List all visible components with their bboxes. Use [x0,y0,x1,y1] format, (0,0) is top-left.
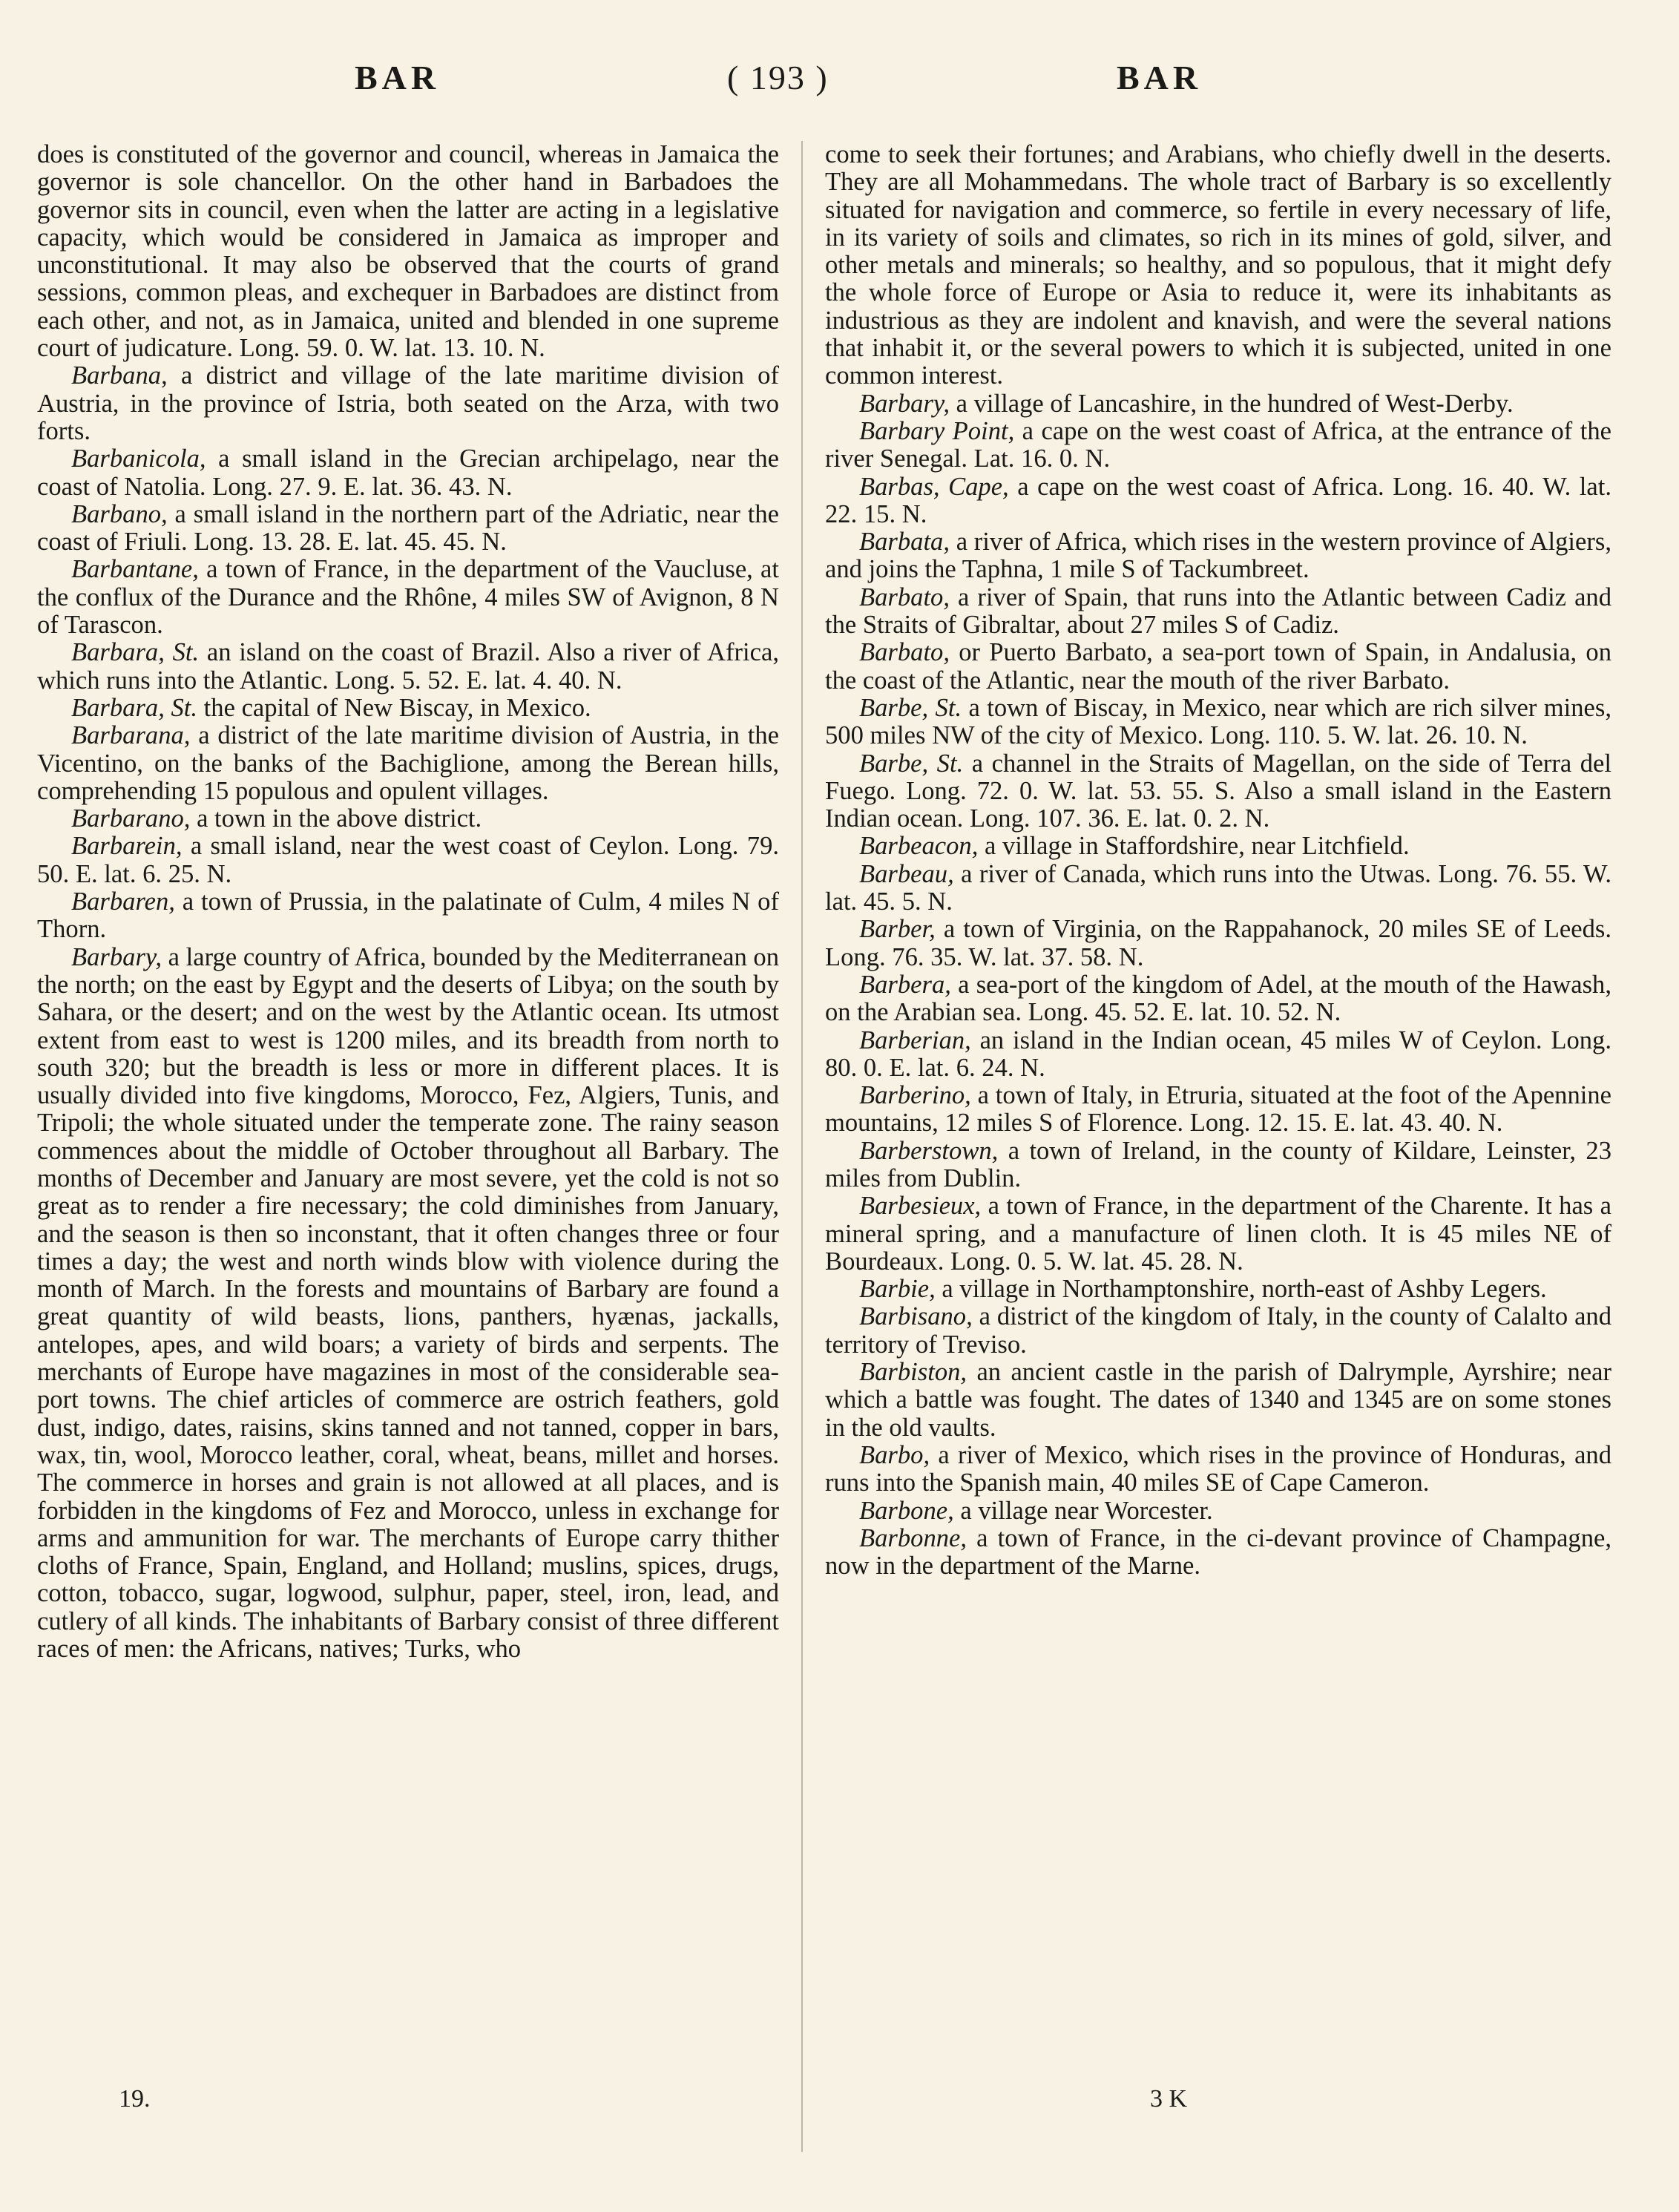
entry-description: a channel in the Straits of Magellan, on the side of Terra del Fuego. Long. 72. 0. W. lat. 53. 55. S. Also a small island in the Eastern Indian ocean. Long. 107. 36. E. lat. 0. 2. N. [825,749,1611,833]
gazetteer-entry [825,528,1611,584]
signature-mark-right: 3 K [1150,2085,1188,2113]
gazetteer-entry [37,501,779,557]
running-head-right: BAR [1117,59,1203,96]
entry-description: a small island, near the west coast of Ceylon. Long. 79. 50. E. lat. 6. 25. N. [37,832,779,888]
gazetteer-entry [825,1276,1611,1303]
gazetteer-entry [825,833,1611,860]
entry-term: Barbanicola, [71,444,206,473]
gazetteer-entry [825,1027,1611,1083]
entry-term: Barbano, [71,499,168,528]
entry-term: Barbary, [71,942,162,971]
right-entry-list [825,390,1611,1581]
entry-term: Barbata, [859,528,950,557]
entry-description: a river of Spain, that runs into the Atlantic between Cadiz and the Straits of Gibraltar, about 27 miles S of Cadiz. [825,582,1611,640]
page-number: ( 193 ) [727,59,829,96]
gazetteer-entry [37,445,779,501]
page-header [0,58,1679,125]
entry-term: Barbeau, [859,859,954,888]
gazetteer-entry [37,833,779,888]
gazetteer-entry [37,722,779,805]
entry-description: a town of France, in the department of the Charente. It has a mineral spring, and a manufacture of linen cloth. It is 45 miles NE of Bourdeaux. Long. 0. 5. W. lat. 45. 28. N. [825,1192,1611,1276]
entry-term: Barbesieux, [859,1192,982,1221]
entry-description: a town of Ireland, in the county of Kildare, Leinster, 23 miles from Dublin. [825,1136,1611,1192]
entry-term: Barbera, [859,970,951,999]
left-entry-list [37,362,779,1663]
entry-term: Barberino, [859,1081,971,1110]
gazetteer-entry [825,390,1611,418]
entry-term: Barbas, Cape, [859,472,1009,501]
entry-description: a district and village of the late maritime division of Austria, in the province of Istria, both seated on the Arza, with two forts. [37,361,779,445]
entry-term: Barbonne, [859,1523,967,1552]
gazetteer-entry [37,944,779,1664]
entry-term: Barbary, [859,389,950,418]
entry-description: a village in Northamptonshire, north-east of Ashby Legers. [935,1275,1547,1304]
entry-description: a town in the above district. [190,804,482,833]
entry-description: a river of Canada, which runs into the Utwas. Long. 76. 55. W. lat. 45. 5. N. [825,859,1611,916]
gazetteer-entry [37,362,779,445]
entry-description: a small island in the northern part of the Adriatic, near the coast of Friuli. Long. 13. 28. E. lat. 45. 45. N. [37,499,779,557]
entry-term: Barbato, [859,638,950,667]
gazetteer-entry [825,584,1611,640]
gazetteer-entry [825,971,1611,1027]
gazetteer-entry [37,888,779,944]
gazetteer-entry [825,916,1611,971]
gazetteer-entry [825,1359,1611,1442]
entry-term: Barberstown, [859,1136,999,1165]
entry-term: Barbary Point, [859,416,1015,445]
left-column [37,141,779,1663]
entry-term: Barbara, St. [71,693,198,722]
entry-term: Barber, [859,915,936,944]
gazetteer-entry [825,1525,1611,1581]
entry-description: the capital of New Biscay, in Mexico. [197,693,591,722]
entry-term: Barbarana, [71,721,191,750]
gazetteer-entry [825,639,1611,695]
entry-term: Barbarein, [71,832,183,861]
running-head-left: BAR [355,59,441,96]
entry-term: Barbie, [859,1275,936,1304]
entry-description: a sea-port of the kingdom of Adel, at the mouth of the Hawash, on the Arabian sea. Long. 45. 52. E. lat. 10. 52. N. [825,970,1611,1027]
gazetteer-entry [825,750,1611,833]
column-divider [801,141,803,2152]
entry-description: a small island in the Grecian archipelago, near the coast of Natolia. Long. 27. 9. E. lat. 36. 43. N. [37,444,779,501]
gazetteer-entry [825,1442,1611,1497]
entry-term: Barbana, [71,361,168,390]
entry-description: a district of the kingdom of Italy, in the county of Calalto and territory of Treviso. [825,1302,1611,1359]
entry-term: Barbo, [859,1440,930,1469]
entry-description: a cape on the west coast of Africa. Long. 16. 40. W. lat. 22. 15. N. [825,472,1611,528]
entry-term: Barbaren, [71,887,175,916]
gazetteer-entry [825,473,1611,529]
gazetteer-entry [825,1303,1611,1359]
entry-description: a village of Lancashire, in the hundred of West-Derby. [950,389,1514,418]
entry-description: a town of Italy, in Etruria, situated at the foot of the Apennine mountains, 12 miles S of Florence. Long. 12. 15. E. lat. 43. 40. N. [825,1081,1611,1138]
entry-description: a town of France, in the department of the Vaucluse, at the conflux of the Durance and the Rhône, 4 miles SW of Avignon, 8 N of Tarascon. [37,555,779,640]
right-column [825,141,1611,1580]
gazetteer-entry [825,1497,1611,1525]
entry-description: a river of Africa, which rises in the western province of Algiers, and joins the Taphna, 1 mile S of Tackumbreet. [825,528,1611,584]
signature-mark-left: 19. [119,2085,151,2113]
entry-description: an island in the Indian ocean, 45 miles W of Ceylon. Long. 80. 0. E. lat. 6. 24. N. [825,1025,1611,1082]
gazetteer-entry [825,1082,1611,1138]
gazetteer-entry [825,418,1611,473]
entry-term: Barbone, [859,1496,954,1525]
gazetteer-entry [37,556,779,639]
left-intro-paragraph: does is constituted of the governor and council, whereas in Jamaica the governor is sole chancellor. On the other hand in Barbadoes the governor sits in council, even when the latter are acting in a legislative capacity, which would be considered in Jamaica as improper and unconstitutional. It may also be observed that the courts of grand sessions, common pleas, and exchequer in Barbadoes are distinct from each other, and not, as in Jamaica, united and blended in one supreme court of judicature. Long. 59. 0. W. lat. 13. 10. N. [37,140,779,363]
entry-description: a large country of Africa, bounded by the Mediterranean on the north; on the east by Egypt and the deserts of Libya; on the south by Sahara, or the desert; and on the west by the Atlantic ocean. Its utmost extent from east to west is 1200 miles, and its breadth from north to south 320; but the breadth is less or more in different places. It is usually divided into five kingdoms, Morocco, Fez, Algiers, Tunis, and Tripoli; the whole situated under the temperate zone. The rainy season commences about the middle of October throughout all Barbary. The months of December and January are most severe, yet the cold is not so great as to render a fire necessary; the cold diminishes from January, and the season is then so inconstant, that it often changes three or four times a day; the west and north winds blow with violence during the month of March. In the forests and mountains of Barbary are found a great quantity of wild beasts, lions, panthers, hyænas, jackalls, antelopes, apes, and wild boars; a variety of birds and serpents. The merchants of Europe have magazines in most of the considerable sea-port towns. The chief articles of commerce are ostrich feathers, gold dust, indigo, dates, raisins, skins tanned and not tanned, copper in bars, wax, tin, wool, Morocco leather, coral, wheat, beans, millet and horses. The commerce in horses and grain is not allowed at all places, and is forbidden in the kingdoms of Fez and Morocco, unless in exchange for arms and ammunition for war. The merchants of Europe carry thither cloths of France, Spain, England, and Holland; muslins, spices, drugs, cotton, tobacco, sugar, logwood, sulphur, paper, steel, iron, lead, and cutlery of all kinds. The inhabitants of Barbary consist of three different races of men: the Africans, natives; Turks, who [37,942,779,1664]
gazetteer-entry [825,695,1611,750]
right-intro-paragraph: come to seek their fortunes; and Arabians, who chiefly dwell in the deserts. They are all Mohammedans. The whole tract of Barbary is so excellently situated for navigation and commerce, so fertile in every necessary of life, in its variety of soils and climates, so rich in its mines of gold, silver, and other metals and minerals; so healthy, and so populous, that it might defy the whole force of Europe or Asia to reduce it, were its inhabitants as industrious as they are indolent and knavish, and were the several nations that inhabit it, or the several powers to which it is subjected, united in one common interest. [825,140,1611,390]
entry-term: Barbato, [859,582,950,611]
entry-description: a town of Prussia, in the palatinate of Culm, 4 miles N of Thorn. [37,887,779,944]
entry-term: Barbara, St. [71,638,200,667]
entry-description: a town of Biscay, in Mexico, near which are rich silver mines, 500 miles NW of the city of Mexico. Long. 110. 5. W. lat. 26. 10. N. [825,693,1612,750]
entry-description: a district of the late maritime division of Austria, in the Vicentino, on the banks of the Bachiglione, among the Berean hills, comprehending 15 populous and opulent villages. [37,721,779,805]
entry-description: a town of Virginia, on the Rappahanock, 20 miles SE of Leeds. Long. 76. 35. W. lat. 37. 58. N. [825,915,1611,971]
entry-term: Barbe, St. [859,749,964,778]
gazetteer-entry [37,639,779,695]
entry-description: or Puerto Barbato, a sea-port town of Spain, in Andalusia, on the coast of the Atlantic, near the mouth of the river Barbato. [825,638,1611,695]
entry-description: an ancient castle in the parish of Dalrymple, Ayrshire; near which a battle was fought. The dates of 1340 and 1345 are on some stones in the old vaults. [825,1358,1611,1442]
entry-term: Barbe, St. [859,693,962,722]
entry-description: a village in Staffordshire, near Litchfield. [978,832,1410,861]
entry-term: Barbarano, [71,804,191,833]
gazetteer-entry [37,805,779,833]
entry-term: Barbisano, [859,1302,973,1331]
gazetteer-entry [825,1138,1611,1193]
gazetteer-entry [825,861,1611,916]
gazetteer-entry [37,695,779,722]
entry-description: an island on the coast of Brazil. Also a river of Africa, which runs into the Atlantic. Long. 5. 52. E. lat. 4. 40. N. [37,638,779,695]
entry-term: Barbantane, [71,555,199,584]
gazetteer-entry [825,1192,1611,1276]
entry-description: a river of Mexico, which rises in the province of Honduras, and runs into the Spanish main, 40 miles SE of Cape Cameron. [825,1440,1611,1497]
entry-description: a village near Worcester. [953,1496,1213,1525]
entry-term: Barberian, [859,1025,971,1054]
entry-term: Barbeacon, [859,832,979,861]
entry-term: Barbiston, [859,1358,967,1387]
entry-description: a town of France, in the ci-devant province of Champagne, now in the department of the Marne. [825,1523,1611,1581]
entry-description: a cape on the west coast of Africa, at the entrance of the river Senegal. Lat. 16. 0. N. [825,416,1611,473]
